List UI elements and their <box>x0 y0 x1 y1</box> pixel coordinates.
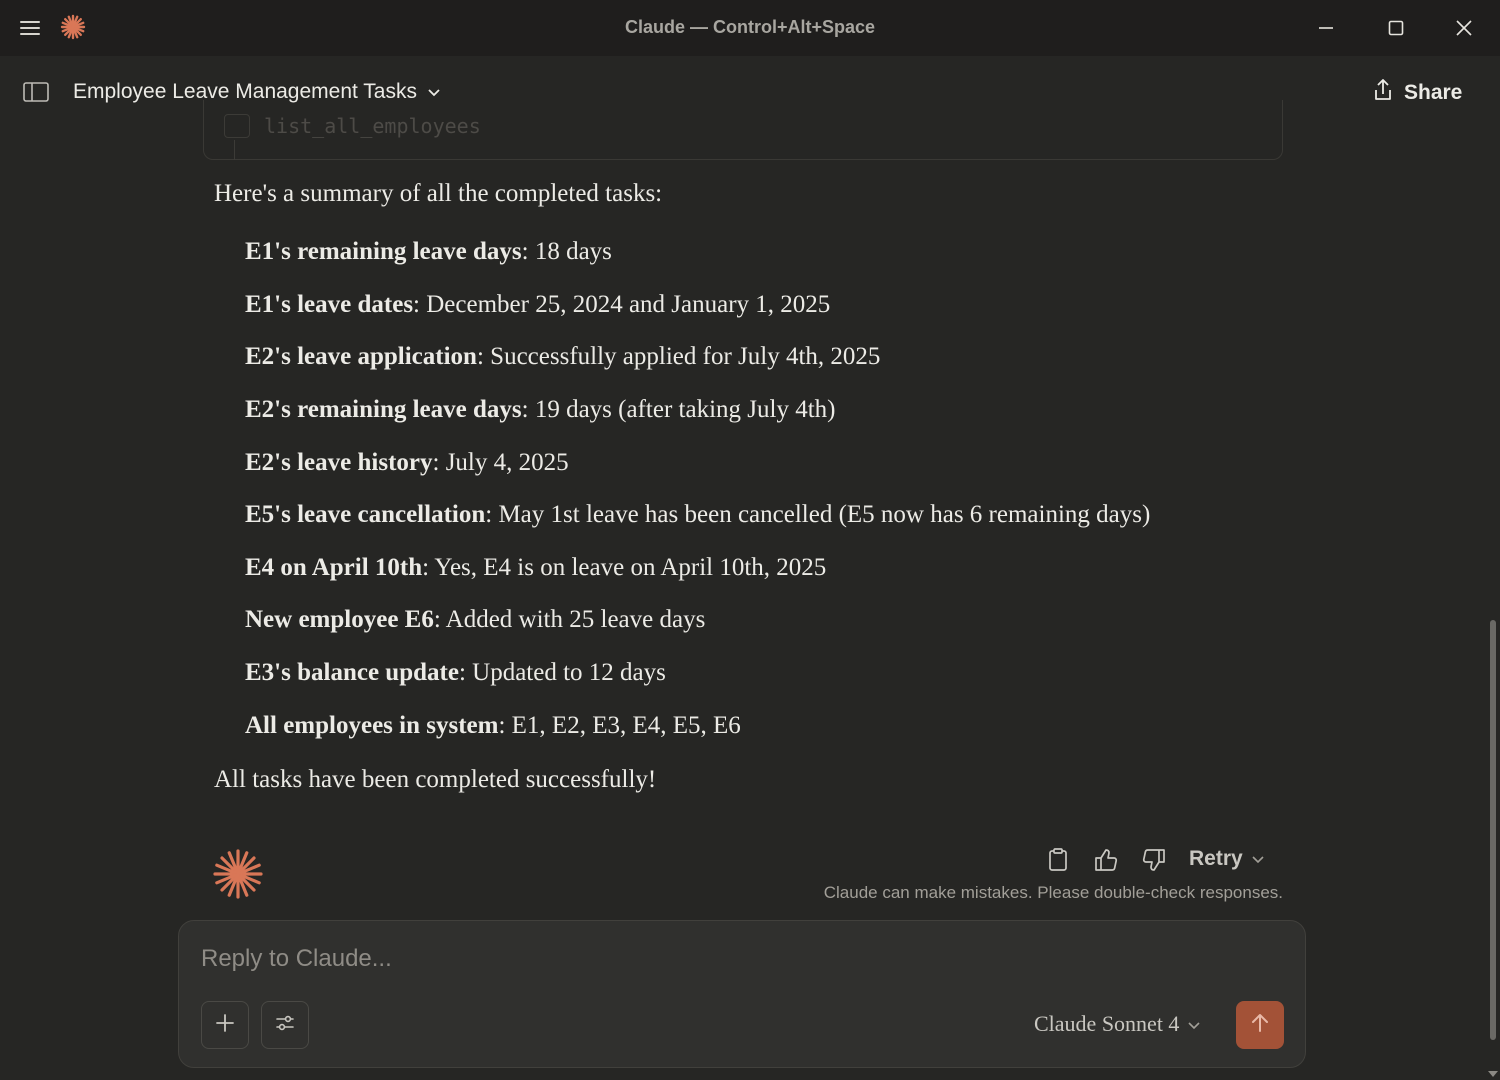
tool-call-name: list_all_employees <box>264 114 481 138</box>
claude-logo-icon <box>60 14 86 40</box>
list-item-text: : May 1st leave has been cancelled (E5 now has 6 remaining days) <box>485 501 1151 528</box>
list-item-label: E1's remaining leave days <box>245 238 522 265</box>
arrow-up-icon <box>1249 1012 1271 1039</box>
tools-button[interactable] <box>261 1001 309 1049</box>
conversation-title-dropdown[interactable] <box>73 80 441 104</box>
list-item-text: : December 25, 2024 and January 1, 2025 <box>413 291 831 318</box>
list-item-label: E2's remaining leave days <box>245 396 522 423</box>
list-item-text: : Updated to 12 days <box>458 659 666 686</box>
list-item-text: : Successfully applied for July 4th, 2025 <box>476 343 881 370</box>
maximize-icon[interactable] <box>1376 12 1416 44</box>
conversation-title: Employee Leave Management Tasks <box>73 80 417 103</box>
thumbs-down-icon[interactable] <box>1140 846 1168 874</box>
list-item-text: : July 4, 2025 <box>432 449 569 476</box>
chevron-down-icon <box>427 80 441 104</box>
list-item-text: : E1, E2, E3, E4, E5, E6 <box>498 712 741 739</box>
sidebar-toggle-icon[interactable] <box>22 80 50 104</box>
share-button[interactable] <box>1372 78 1462 108</box>
retry-label: Retry <box>1189 847 1243 870</box>
sliders-icon <box>274 1012 296 1039</box>
list-item-text: : Added with 25 leave days <box>433 606 706 633</box>
conversation-header <box>0 56 1500 128</box>
close-icon[interactable] <box>1444 12 1484 44</box>
share-label: Share <box>1404 81 1463 104</box>
copy-icon[interactable] <box>1044 846 1072 874</box>
model-label: Claude Sonnet 4 <box>1034 1011 1180 1036</box>
reply-composer <box>178 920 1306 1068</box>
disclaimer-text: Claude can make mistakes. Please double-check responses. <box>823 883 1283 902</box>
thumbs-up-icon[interactable] <box>1092 846 1120 874</box>
send-button[interactable] <box>1236 1001 1284 1049</box>
share-icon <box>1372 78 1394 108</box>
chevron-down-icon <box>1187 1011 1201 1037</box>
scroll-down-arrow-icon[interactable] <box>1487 1066 1499 1076</box>
hamburger-menu-icon[interactable] <box>18 16 42 40</box>
retry-button[interactable] <box>1189 845 1265 873</box>
list-item-label: E4 on April 10th <box>245 554 423 581</box>
list-item-text: : 18 days <box>521 238 612 265</box>
claude-avatar-icon <box>212 848 264 900</box>
message-intro: Here's a summary of all the completed tasks: <box>214 180 663 207</box>
list-item-label: New employee E6 <box>245 606 434 633</box>
scrollbar-thumb[interactable] <box>1490 620 1496 1040</box>
chevron-down-icon <box>1251 847 1265 871</box>
model-selector[interactable] <box>1034 1009 1201 1039</box>
list-item-text: : 19 days (after taking July 4th) <box>521 396 836 423</box>
list-item-label: E5's leave cancellation <box>245 501 486 528</box>
list-item-label: E2's leave history <box>245 449 433 476</box>
list-item-label: E2's leave application <box>245 343 477 370</box>
list-item-label: E3's balance update <box>245 659 459 686</box>
plus-icon <box>214 1012 236 1039</box>
list-item-label: E1's leave dates <box>245 291 414 318</box>
list-item-text: : Yes, E4 is on leave on April 10th, 2025 <box>422 554 827 581</box>
tool-card-connector <box>234 140 235 160</box>
reply-input[interactable]: Reply to Claude... <box>201 945 392 972</box>
add-attachment-button[interactable] <box>201 1001 249 1049</box>
minimize-icon[interactable] <box>1306 12 1346 44</box>
window-title: Claude — Control+Alt+Space <box>624 17 876 37</box>
message-outro: All tasks have been completed successfully! <box>214 766 657 793</box>
list-item-label: All employees in system <box>245 712 499 739</box>
title-bar <box>0 0 1500 56</box>
